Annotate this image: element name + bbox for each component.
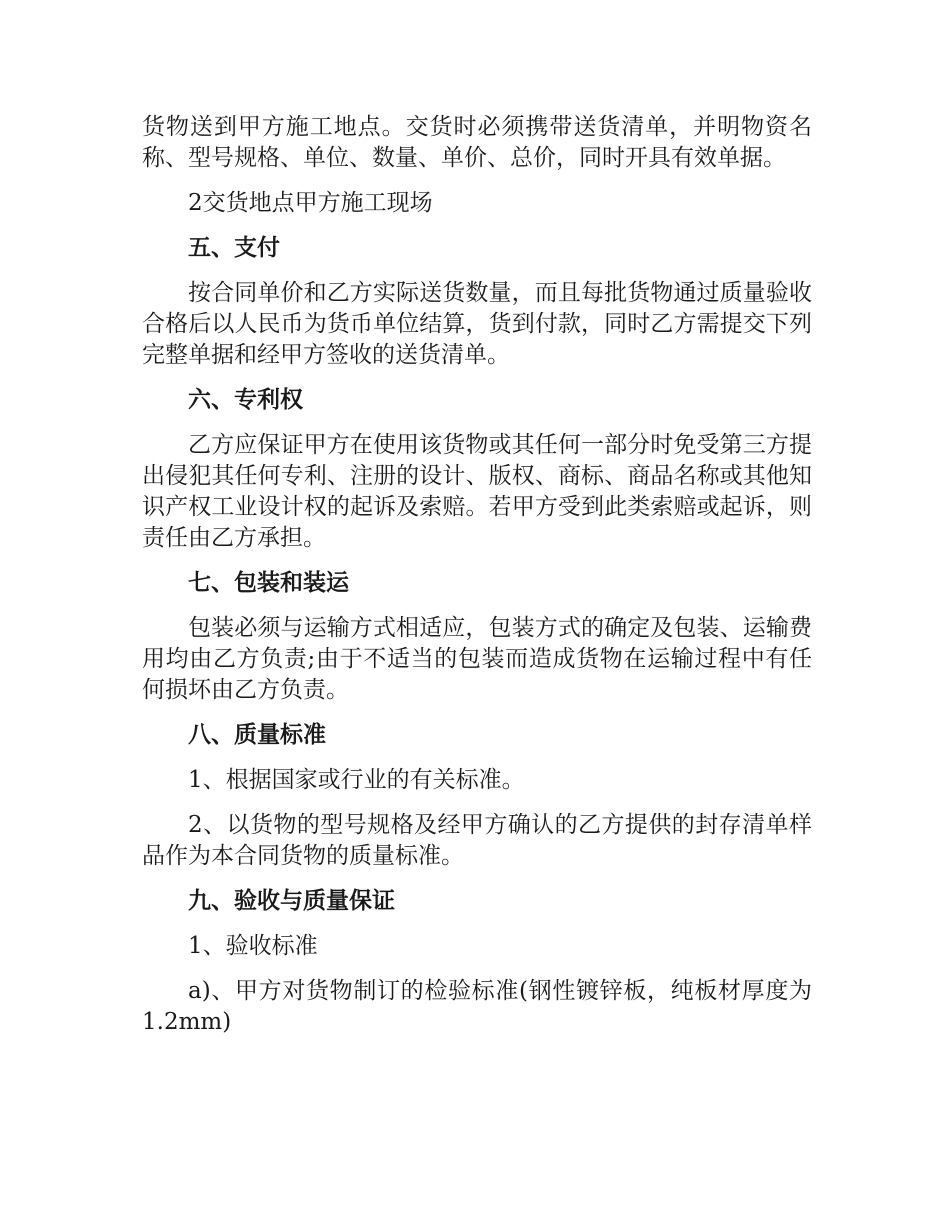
- paragraph-delivery: 货物送到甲方施工地点。交货时必须携带送货清单，并明物资名称、型号规格、单位、数量、单价、总价，同时开具有效单据。: [142, 114, 812, 171]
- paragraph-patent: 乙方应保证甲方在使用该货物或其任何一部分时免受第三方提出侵犯其任何专利、注册的设计、版权、商标、商品名称或其他知识产权工业设计权的起诉及索赔。若甲方受到此类索赔或起诉，则责任由乙方承担。: [142, 432, 812, 551]
- heading-packing: 七、包装和装运: [188, 570, 349, 596]
- heading-payment: 五、支付: [188, 235, 280, 261]
- paragraph-quality-1: 1、根据国家或行业的有关标准。: [188, 767, 525, 793]
- heading-acceptance: 九、验收与质量保证: [188, 888, 395, 914]
- paragraph-acceptance-2: a)、甲方对货物制订的检验标准(钢性镀锌板，纯板材厚度为1.2mm): [142, 978, 812, 1035]
- document-body: [142, 112, 812, 1052]
- paragraph-delivery-location: 2交货地点甲方施工现场: [188, 190, 433, 216]
- paragraph-acceptance-1: 1、验收标准: [188, 933, 318, 959]
- paragraph-packing: 包装必须与运输方式相适应，包装方式的确定及包装、运输费用均由乙方负责;由于不适当的包装而造成货物在运输过程中有任何损坏由乙方负责。: [142, 615, 812, 703]
- paragraph-payment: 按合同单价和乙方实际送货数量，而且每批货物通过质量验收合格后以人民币为货币单位结算，货到付款，同时乙方需提交下列完整单据和经甲方签收的送货清单。: [142, 280, 812, 368]
- heading-quality-standard: 八、质量标准: [188, 722, 326, 748]
- heading-patent: 六、专利权: [188, 387, 303, 413]
- paragraph-quality-2: 2、以货物的型号规格及经甲方确认的乙方提供的封存清单样品作为本合同货物的质量标准。: [142, 812, 812, 869]
